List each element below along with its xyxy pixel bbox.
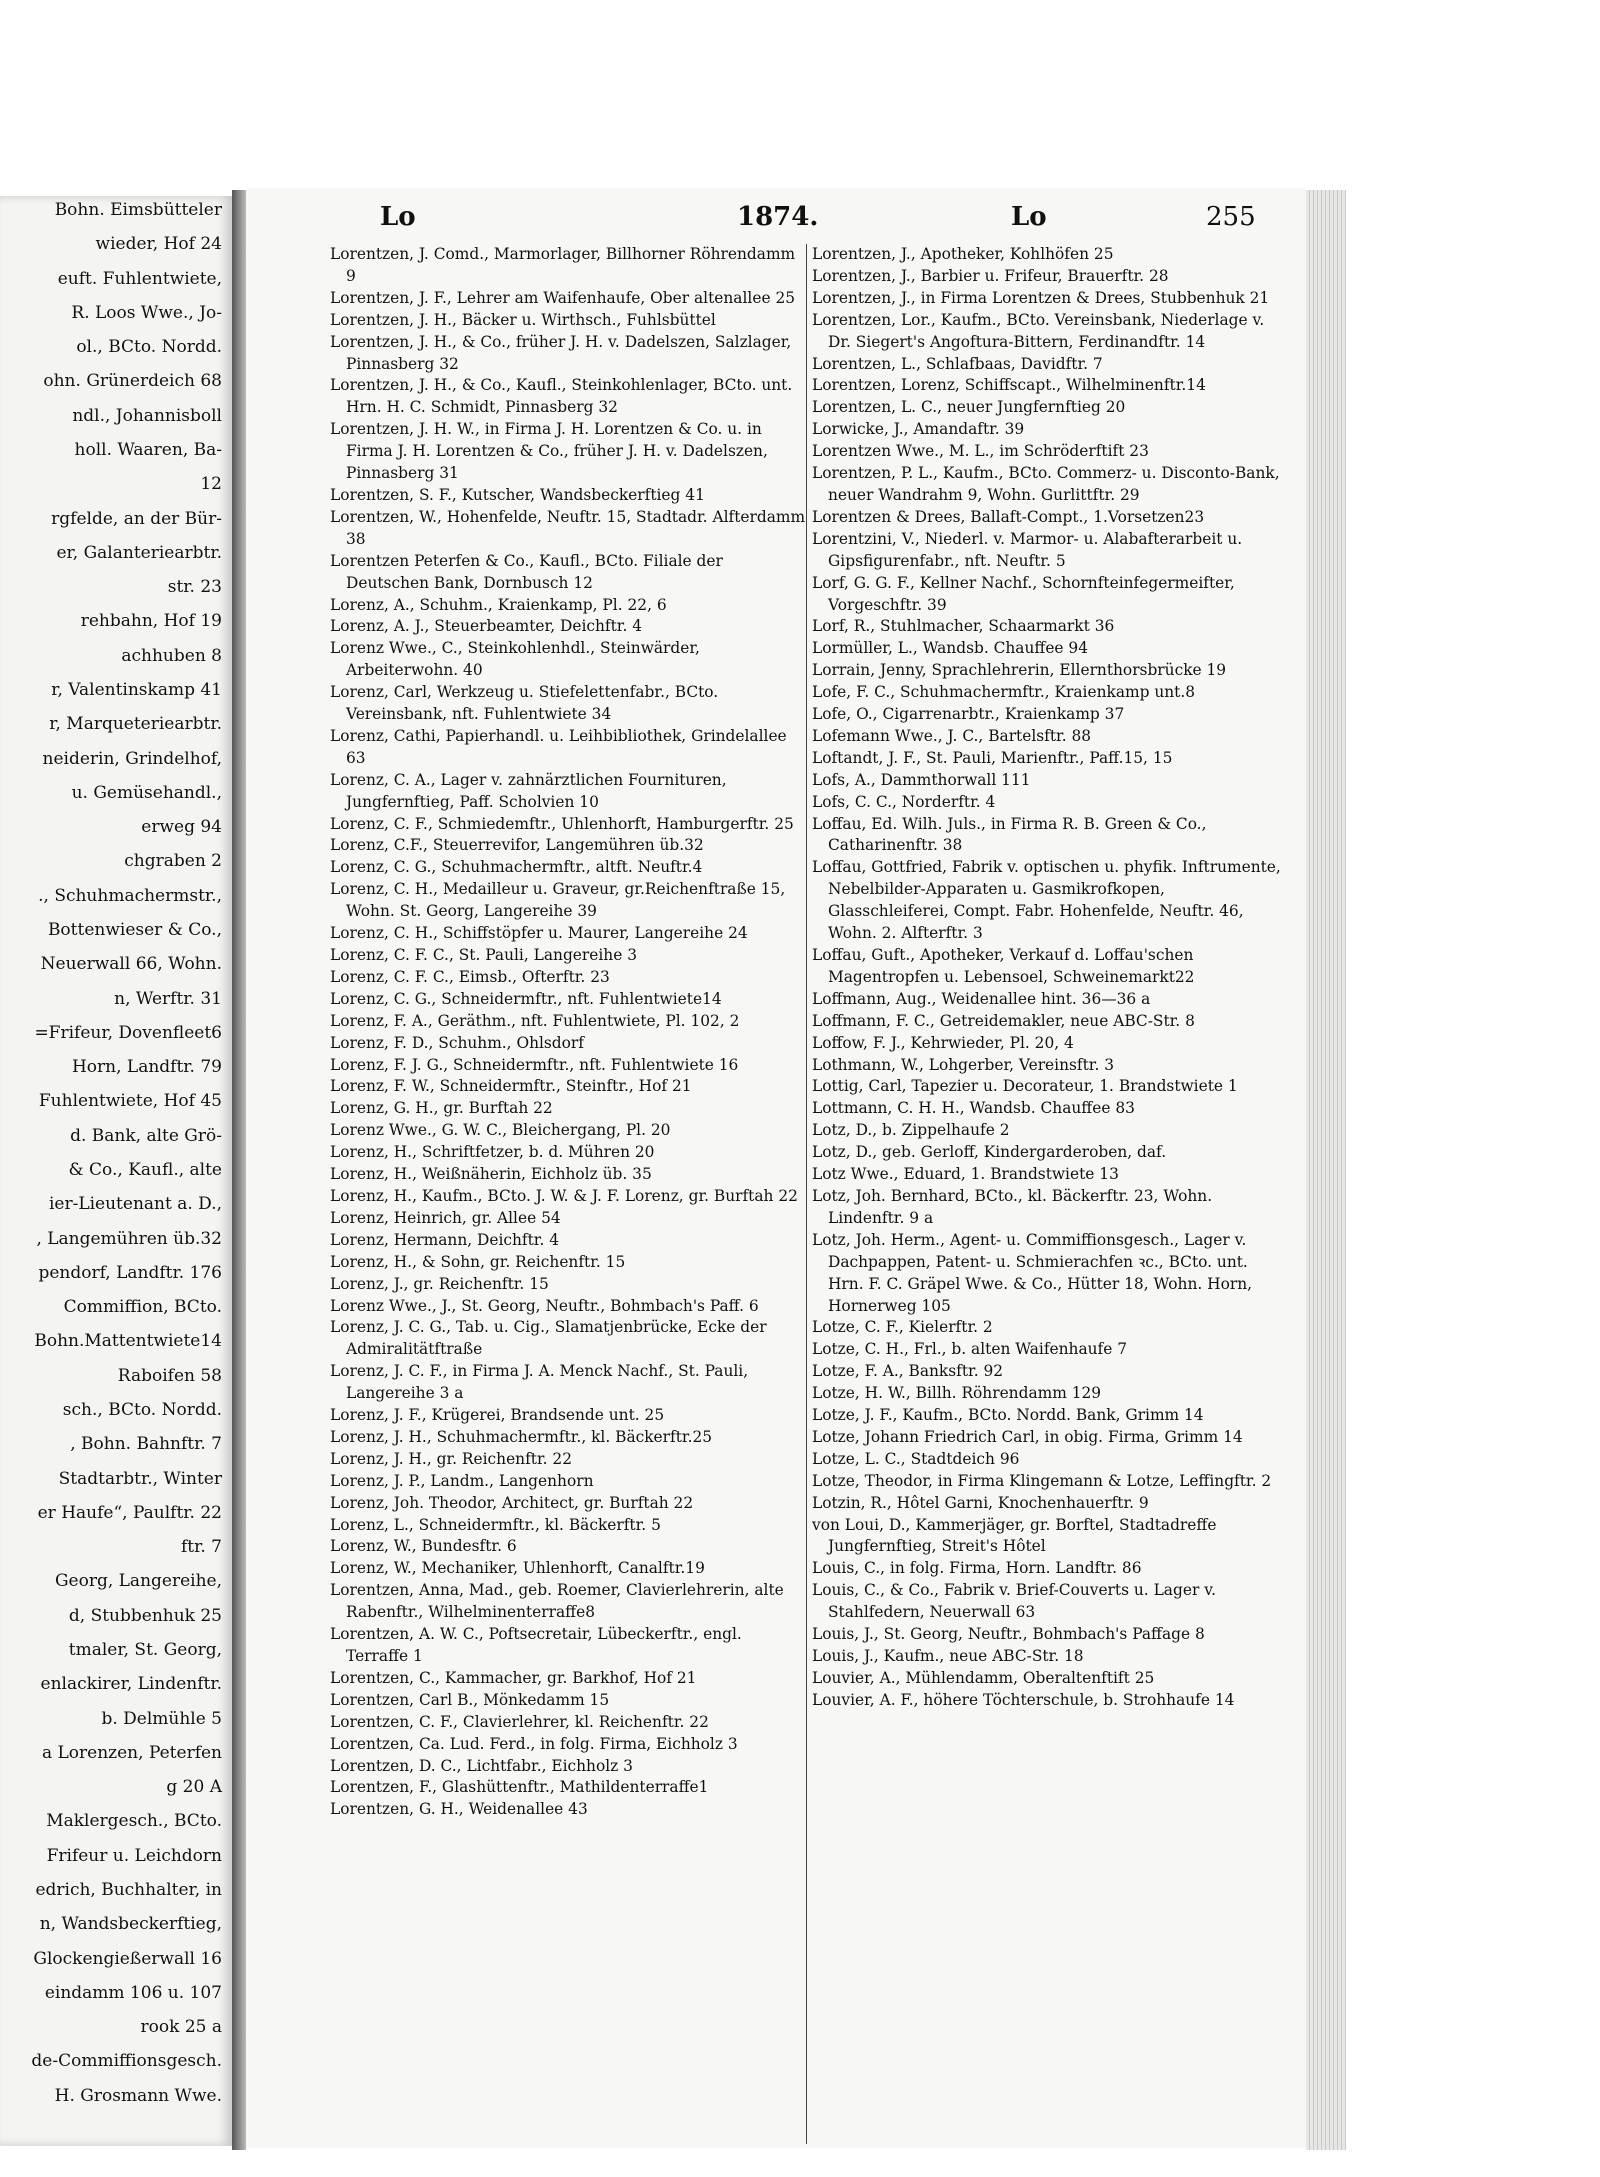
directory-page [246, 188, 1306, 2148]
previous-page-line: n, Werftr. 31 [114, 988, 222, 1009]
directory-entry: Lorentzen, J. H., & Co., Kaufl., Steinkohlenlager, BCto. unt. Hrn. H. C. Schmidt, Pinnasberg 32 [330, 376, 793, 417]
directory-entry: Lotze, C. F., Kielerftr. 2 [812, 1318, 993, 1337]
directory-entry: Loffau, Gottfried, Fabrik v. optischen u. phyfik. Inftrumente, Nebelbilder-Apparaten u. Gasmikrofkopen, Glasschleiferei, Compt. Fabr. Hohenfelde, Neuftr. 46, Wohn. 2. Alfterftr. 3 [812, 858, 1281, 943]
directory-entry: Lorenz, J. C. F., in Firma J. A. Menck Nachf., St. Pauli, Langereihe 3 a [330, 1362, 749, 1403]
previous-page-line: neiderin, Grindelhof, [42, 748, 222, 769]
previous-page-line: R. Loos Wwe., Jo- [71, 302, 222, 323]
directory-entry: Lorenz, H., Kaufm., BCto. J. W. & J. F. Lorenz, gr. Burftah 22 [330, 1186, 798, 1205]
previous-page-line: tmaler, St. Georg, [68, 1640, 222, 1660]
directory-entry: Lorenz, C. G., Schneidermftr., nft. Fuhlentwiete14 [330, 989, 722, 1008]
directory-entry: Lorentzen, L., Schlafbaas, Davidftr. 7 [812, 354, 1103, 373]
directory-entry: Lofemann Wwe., J. C., Bartelsftr. 88 [812, 726, 1092, 745]
book-gutter [232, 190, 246, 2150]
previous-page-line: holl. Waaren, Ba- [74, 440, 222, 460]
previous-page-line: Georg, Langereihe, [54, 1571, 222, 1592]
previous-page-line: erweg 94 [141, 817, 222, 838]
directory-entry: Lotze, F. A., Banksftr. 92 [812, 1362, 1004, 1381]
directory-entry: Lorenz, J., gr. Reichenftr. 15 [330, 1274, 549, 1293]
directory-entry: Lorenz, C. F., Schmiedemftr., Uhlenhorft, Hamburgerftr. 25 [330, 814, 794, 833]
directory-entry: von Loui, D., Kammerjäger, gr. Borftel, Stadtadreffe Jungfernftieg, Streit's Hôtel [812, 1515, 1217, 1556]
directory-entry: Lorenz, Heinrich, gr. Allee 54 [330, 1208, 561, 1227]
previous-page-line: a Lorenzen, Peterfen [41, 1742, 222, 1763]
directory-entry: Lorentzen, D. C., Lichtfabr., Eichholz 3 [330, 1756, 633, 1775]
previous-page-line: Maklergesch., BCto. [46, 1811, 222, 1832]
directory-entry: Lotz, Joh. Herm., Agent- u. Commiffionsgesch., Lager v. Dachpappen, Patent- u. Schmierachfen ꝛc., BCto. unt. Hrn. F. C. Gräpel Wwe. & Co., Hütter 18, Wohn. Horn, Hornerweg 105 [812, 1230, 1253, 1315]
directory-entry: Lorentzen, J. Comd., Marmorlager, Billhorner Röhrendamm 9 [330, 245, 796, 285]
directory-entry: Lorentzen, Ca. Lud. Ferd., in folg. Firma, Eichholz 3 [330, 1734, 738, 1753]
directory-entry: Lorentzen, W., Hohenfelde, Neuftr. 15, Stadtadr. Alfterdamm 38 [330, 507, 806, 548]
directory-entry: Lorenz, L., Schneidermftr., kl. Bäckerftr. 5 [330, 1515, 661, 1534]
directory-entry: Lorenz Wwe., G. W. C., Bleichergang, Pl. 20 [330, 1121, 671, 1140]
previous-page-line: rook 25 a [140, 2017, 222, 2038]
directory-entry: Lorenz, W., Mechaniker, Uhlenhorft, Canalftr.19 [330, 1559, 705, 1578]
directory-entry: Lotze, J. F., Kaufm., BCto. Nordd. Bank, Grimm 14 [812, 1406, 1204, 1425]
directory-entry: Lorwicke, J., Amandaftr. 39 [812, 420, 1025, 439]
directory-entry: Lorenz, F. D., Schuhm., Ohlsdorf [330, 1033, 584, 1052]
previous-page-line: d, Stubbenhuk 25 [68, 1605, 222, 1626]
directory-entry: Lorenz, Carl, Werkzeug u. Stiefelettenfabr., BCto. Vereinsbank, nft. Fuhlentwiete 34 [330, 683, 719, 724]
directory-entry: Loffau, Ed. Wilh. Juls., in Firma R. B. Green & Co., Catharinenftr. 38 [812, 814, 1207, 855]
header-year: 1874. [737, 202, 819, 232]
previous-page-line: enlackirer, Lindenftr. [40, 1674, 222, 1695]
directory-entry: Lorentzen, C. F., Clavierlehrer, kl. Reichenftr. 22 [330, 1712, 709, 1731]
directory-entry: Lorenz, Joh. Theodor, Architect, gr. Burftah 22 [330, 1493, 694, 1512]
page-number: 255 [1206, 202, 1256, 232]
directory-entry: Lorentzen, C., Kammacher, gr. Barkhof, Hof 21 [330, 1668, 697, 1687]
directory-entry: Lotz, Joh. Bernhard, BCto., kl. Bäckerftr. 23, Wohn. Lindenftr. 9 a [812, 1186, 1213, 1227]
previous-page-line: , Langemühren üb.32 [36, 1228, 222, 1249]
previous-page-line: g 20 A [166, 1777, 222, 1798]
directory-entry: Lorenz, F. W., Schneidermftr., Steinftr., Hof 21 [330, 1077, 692, 1096]
previous-page-line: pendorf, Landftr. 176 [38, 1262, 222, 1283]
directory-entry: Lorentzen, J. H., Bäcker u. Wirthsch., Fuhlsbüttel [330, 310, 716, 329]
directory-entry: Lorenz, C.F., Steuerrevifor, Langemühren üb.32 [330, 836, 704, 855]
previous-page-line: Horn, Landftr. 79 [71, 1057, 222, 1078]
directory-entry: Lottmann, C. H. H., Wandsb. Chauffee 83 [812, 1099, 1135, 1118]
previous-page-line: r, Marqueteriearbtr. [49, 714, 222, 735]
previous-page-line: =Frifeur, Dovenfleet6 [34, 1022, 222, 1043]
previous-page-line: edrich, Buchhalter, in [35, 1880, 222, 1900]
directory-entry: Loffau, Guft., Apotheker, Verkauf d. Loffau'schen Magentropfen u. Lebensoel, Schweinemarkt22 [812, 946, 1195, 986]
directory-entry: Lorenz, Hermann, Deichftr. 4 [330, 1230, 560, 1249]
previous-page-line: ., Schuhmachermstr., [38, 885, 222, 906]
directory-entry: Lotz, D., geb. Gerloff, Kindergarderoben, daf. [812, 1143, 1167, 1162]
previous-page-line: chgraben 2 [124, 851, 222, 872]
directory-entry: Lorentzen, L. C., neuer Jungfernftieg 20 [812, 398, 1126, 417]
directory-entry: Lotz Wwe., Eduard, 1. Brandstwiete 13 [812, 1165, 1119, 1184]
previous-page-line: str. 23 [167, 577, 222, 598]
previous-page-line: Bottenwieser & Co., [47, 920, 222, 940]
directory-entry: Loffmann, F. C., Getreidemakler, neue ABC-Str. 8 [812, 1011, 1195, 1030]
header-right-keyword: Lo [1011, 202, 1047, 232]
directory-entry: Lorentzen, S. F., Kutscher, Wandsbeckerftieg 41 [330, 485, 705, 504]
right-column [812, 244, 1282, 2144]
previous-page-line: er, Galanteriearbtr. [56, 542, 222, 563]
previous-page-line: rehbahn, Hof 19 [80, 611, 222, 632]
left-column [330, 244, 807, 2144]
directory-entry: Lorrain, Jenny, Sprachlehrerin, Ellernthorsbrücke 19 [812, 661, 1227, 680]
directory-entry: Lorentzen, A. W. C., Poftsecretair, Lübeckerftr., engl. Terraffe 1 [330, 1625, 742, 1665]
directory-entry: Lorentzen, J., Barbier u. Frifeur, Brauerftr. 28 [812, 266, 1169, 285]
directory-entry: Lotze, Theodor, in Firma Klingemann & Lotze, Leffingftr. 2 [812, 1471, 1272, 1490]
previous-page-line: achhuben 8 [121, 645, 222, 666]
directory-entry: Lofe, O., Cigarrenarbtr., Kraienkamp 37 [812, 705, 1125, 724]
previous-page-line: r, Valentinskamp 41 [51, 680, 222, 700]
directory-entry: Lorentzini, V., Niederl. v. Marmor- u. Alabafterarbeit u. Gipsfigurenfabr., nft. Neuftr. 5 [812, 529, 1243, 570]
previous-page-line: ol., BCto. Nordd. [76, 337, 222, 358]
directory-entry: Lorenz, J. H., gr. Reichenftr. 22 [330, 1449, 573, 1468]
directory-entry: Lotz, D., b. Zippelhaufe 2 [812, 1121, 1010, 1140]
previous-page [0, 196, 235, 2146]
directory-entry: Lorentzen & Drees, Ballaft-Compt., 1.Vorsetzen23 [812, 507, 1205, 526]
directory-entry: Lothmann, W., Lohgerber, Vereinsftr. 3 [812, 1055, 1115, 1074]
directory-entry: Lorenz, J. H., Schuhmachermftr., kl. Bäckerftr.25 [330, 1427, 713, 1446]
previous-page-line: de-Commiffionsgesch. [31, 2051, 222, 2072]
directory-entry: Lorenz Wwe., J., St. Georg, Neuftr., Bohmbach's Paff. 6 [330, 1296, 759, 1315]
directory-entry: Lorentzen Peterfen & Co., Kaufl., BCto. Filiale der Deutschen Bank, Dornbusch 12 [330, 551, 723, 592]
directory-entry: Lotzin, R., Hôtel Garni, Knochenhauerftr. 9 [812, 1493, 1149, 1512]
previous-page-line: Neuerwall 66, Wohn. [40, 954, 222, 975]
directory-entry: Lorenz, H., Weißnäherin, Eichholz üb. 35 [330, 1165, 652, 1184]
page-header [246, 202, 1286, 236]
previous-page-line: eindamm 106 u. 107 [44, 1982, 222, 2003]
directory-entry: Lorenz, G. H., gr. Burftah 22 [330, 1099, 553, 1118]
directory-entry: Lorenz, W., Bundesftr. 6 [330, 1537, 517, 1556]
header-left-keyword: Lo [380, 202, 416, 232]
directory-entry: Lotze, C. H., Frl., b. alten Waifenhaufe 7 [812, 1340, 1128, 1359]
previous-page-line: u. Gemüsehandl., [71, 782, 222, 803]
directory-entry: Lorenz, J. F., Krügerei, Brandsende unt. 25 [330, 1406, 665, 1425]
directory-entry: Louvier, A., Mühlendamm, Oberaltenftift 25 [812, 1668, 1155, 1687]
previous-page-line: H. Grosmann Wwe. [54, 2085, 222, 2106]
directory-entry: Lorenz, C. H., Schiffstöpfer u. Maurer, Langereihe 24 [330, 924, 748, 943]
directory-entry: Lorenz, C. G., Schuhmachermftr., altft. Neuftr.4 [330, 858, 703, 877]
previous-page-line: er Haufe“, Paulftr. 22 [37, 1502, 222, 1523]
directory-entry: Lorenz, A., Schuhm., Kraienkamp, Pl. 22, 6 [330, 595, 667, 614]
directory-entry: Louvier, A. F., höhere Töchterschule, b. Strohhaufe 14 [812, 1690, 1235, 1709]
directory-entry: Lorentzen, J., Apotheker, Kohlhöfen 25 [812, 245, 1114, 263]
directory-entry: Loffow, F. J., Kehrwieder, Pl. 20, 4 [812, 1033, 1074, 1052]
directory-entry: Lorentzen, J. H. W., in Firma J. H. Lorentzen & Co. u. in Firma J. H. Lorentzen & Co., früher J. H. v. Dadelszen, Pinnasberg 31 [330, 420, 768, 483]
directory-entry: Lorenz, J. C. G., Tab. u. Cig., Slamatjenbrücke, Ecke der Admiralitätftraße [330, 1318, 767, 1359]
previous-page-line: ndl., Johannisboll [72, 405, 222, 426]
previous-page-line: ohn. Grünerdeich 68 [43, 371, 222, 392]
previous-page-line: rgfelde, an der Bür- [51, 508, 222, 529]
directory-entry: Lorentzen, J. H., & Co., früher J. H. v. Dadelszen, Salzlager, Pinnasberg 32 [330, 332, 792, 373]
directory-entry: Lorenz Wwe., C., Steinkohlenhdl., Steinwärder, Arbeiterwohn. 40 [330, 639, 700, 680]
directory-entry: Lofe, F. C., Schuhmachermftr., Kraienkamp unt.8 [812, 683, 1196, 702]
previous-page-line: 12 [200, 474, 222, 495]
directory-entry: Lorenz, Cathi, Papierhandl. u. Leihbibliothek, Grindelallee 63 [330, 726, 787, 767]
previous-page-line: , Bohn. Bahnftr. 7 [70, 1434, 222, 1455]
directory-entry: Lorenz, F. J. G., Schneidermftr., nft. Fuhlentwiete 16 [330, 1055, 739, 1074]
directory-entry: Lorenz, C. A., Lager v. zahnärztlichen Fournituren, Jungfernftieg, Paff. Scholvien 10 [330, 770, 727, 811]
previous-page-line: n, Wandsbeckerftieg, [39, 1914, 222, 1935]
previous-page-line: Frifeur u. Leichdorn [46, 1845, 222, 1866]
page-edges [1306, 190, 1346, 2150]
directory-entry: Lorenz, F. A., Geräthm., nft. Fuhlentwiete, Pl. 102, 2 [330, 1011, 740, 1030]
previous-page-line: Commiffion, BCto. [63, 1297, 222, 1318]
directory-entry: Lorentzen, F., Glashüttenftr., Mathildenterraffe1 [330, 1778, 709, 1797]
directory-entry: Lorf, R., Stuhlmacher, Schaarmarkt 36 [812, 617, 1115, 636]
directory-entry: Lottig, Carl, Tapezier u. Decorateur, 1. Brandstwiete 1 [812, 1077, 1238, 1096]
directory-entry: Lorentzen, J. F., Lehrer am Waifenhaufe, Ober altenallee 25 [330, 288, 796, 307]
directory-entry: Lorenz, C. F. C., St. Pauli, Langereihe 3 [330, 946, 637, 964]
directory-entry: Louis, J., Kaufm., neue ABC-Str. 18 [812, 1647, 1084, 1665]
directory-entry: Loffmann, Aug., Weidenallee hint. 36—36 a [812, 989, 1151, 1008]
previous-page-line: Bohn. Eimsbütteler [54, 200, 222, 220]
directory-entry: Louis, J., St. Georg, Neuftr., Bohmbach's Paffage 8 [812, 1625, 1205, 1644]
directory-entry: Lorentzen, Lorenz, Schiffscapt., Wilhelminenftr.14 [812, 376, 1206, 395]
previous-page-line: Bohn.Mattentwiete14 [34, 1331, 222, 1352]
directory-entry: Lorenz, H., & Sohn, gr. Reichenftr. 15 [330, 1252, 626, 1271]
previous-page-line: Glockengießerwall 16 [33, 1948, 222, 1969]
directory-entry: Loftandt, J. F., St. Pauli, Marienftr., Paff.15, 15 [812, 748, 1173, 767]
directory-entry: Lorenz, A. J., Steuerbeamter, Deichftr. 4 [330, 617, 643, 636]
directory-entry: Lorenz, C. F. C., Eimsb., Ofterftr. 23 [330, 967, 610, 986]
directory-entry: Lorentzen, Anna, Mad., geb. Roemer, Clavierlehrerin, alte Rabenftr., Wilhelminenterraffe8 [330, 1581, 784, 1622]
previous-page-line: ier-Lieutenant a. D., [48, 1194, 222, 1215]
directory-entry: Lorentzen, Carl B., Mönkedamm 15 [330, 1690, 610, 1709]
directory-entry: Lorentzen, J., in Firma Lorentzen & Drees, Stubbenhuk 21 [812, 288, 1270, 307]
directory-entry: Lorentzen, G. H., Weidenallee 43 [330, 1800, 588, 1819]
directory-entry: Lorenz, C. H., Medailleur u. Graveur, gr.Reichenftraße 15, Wohn. St. Georg, Langereihe 39 [330, 880, 786, 921]
directory-entry: Lorentzen, P. L., Kaufm., BCto. Commerz- u. Disconto-Bank, neuer Wandrahm 9, Wohn. Gurlittftr. 29 [812, 464, 1280, 504]
directory-entry: Louis, C., in folg. Firma, Horn. Landftr. 86 [812, 1559, 1142, 1578]
previous-page-line: wieder, Hof 24 [95, 234, 222, 255]
directory-entry: Lotze, L. C., Stadtdeich 96 [812, 1449, 1020, 1468]
previous-page-line: Raboifen 58 [117, 1365, 222, 1386]
previous-page-line: b. Delmühle 5 [101, 1708, 222, 1729]
directory-entry: Lormüller, L., Wandsb. Chauffee 94 [812, 639, 1089, 658]
previous-page-line: Stadtarbtr., Winter [58, 1468, 222, 1489]
directory-entry: Lofs, C. C., Norderftr. 4 [812, 792, 996, 811]
previous-page-line: sch., BCto. Nordd. [62, 1400, 222, 1420]
directory-entry: Lotze, Johann Friedrich Carl, in obig. Firma, Grimm 14 [812, 1427, 1243, 1446]
directory-entry: Lorenz, H., Schriftfetzer, b. d. Mühren 20 [330, 1143, 655, 1162]
directory-entry: Lofs, A., Dammthorwall 111 [812, 770, 1031, 789]
previous-page-line: & Co., Kaufl., alte [68, 1160, 222, 1180]
previous-page-line: ftr. 7 [180, 1537, 222, 1558]
directory-entry: Lorenz, J. P., Landm., Langenhorn [330, 1471, 594, 1490]
directory-entry: Louis, C., & Co., Fabrik v. Brief-Couverts u. Lager v. Stahlfedern, Neuerwall 63 [812, 1581, 1216, 1622]
directory-entry: Lorf, G. G. F., Kellner Nachf., Schornfteinfegermeifter, Vorgeschftr. 39 [812, 573, 1235, 614]
directory-entry: Lotze, H. W., Billh. Röhrendamm 129 [812, 1384, 1102, 1403]
previous-page-line: euft. Fuhlentwiete, [57, 268, 222, 289]
previous-page-line: d. Bank, alte Grö- [70, 1125, 222, 1146]
directory-entry: Lorentzen, Lor., Kaufm., BCto. Vereinsbank, Niederlage v. Dr. Siegert's Angoftura-Bittern, Ferdinandftr. 14 [812, 310, 1265, 351]
directory-entry: Lorentzen Wwe., M. L., im Schröderftift 23 [812, 442, 1149, 461]
previous-page-line: Fuhlentwiete, Hof 45 [38, 1091, 222, 1112]
